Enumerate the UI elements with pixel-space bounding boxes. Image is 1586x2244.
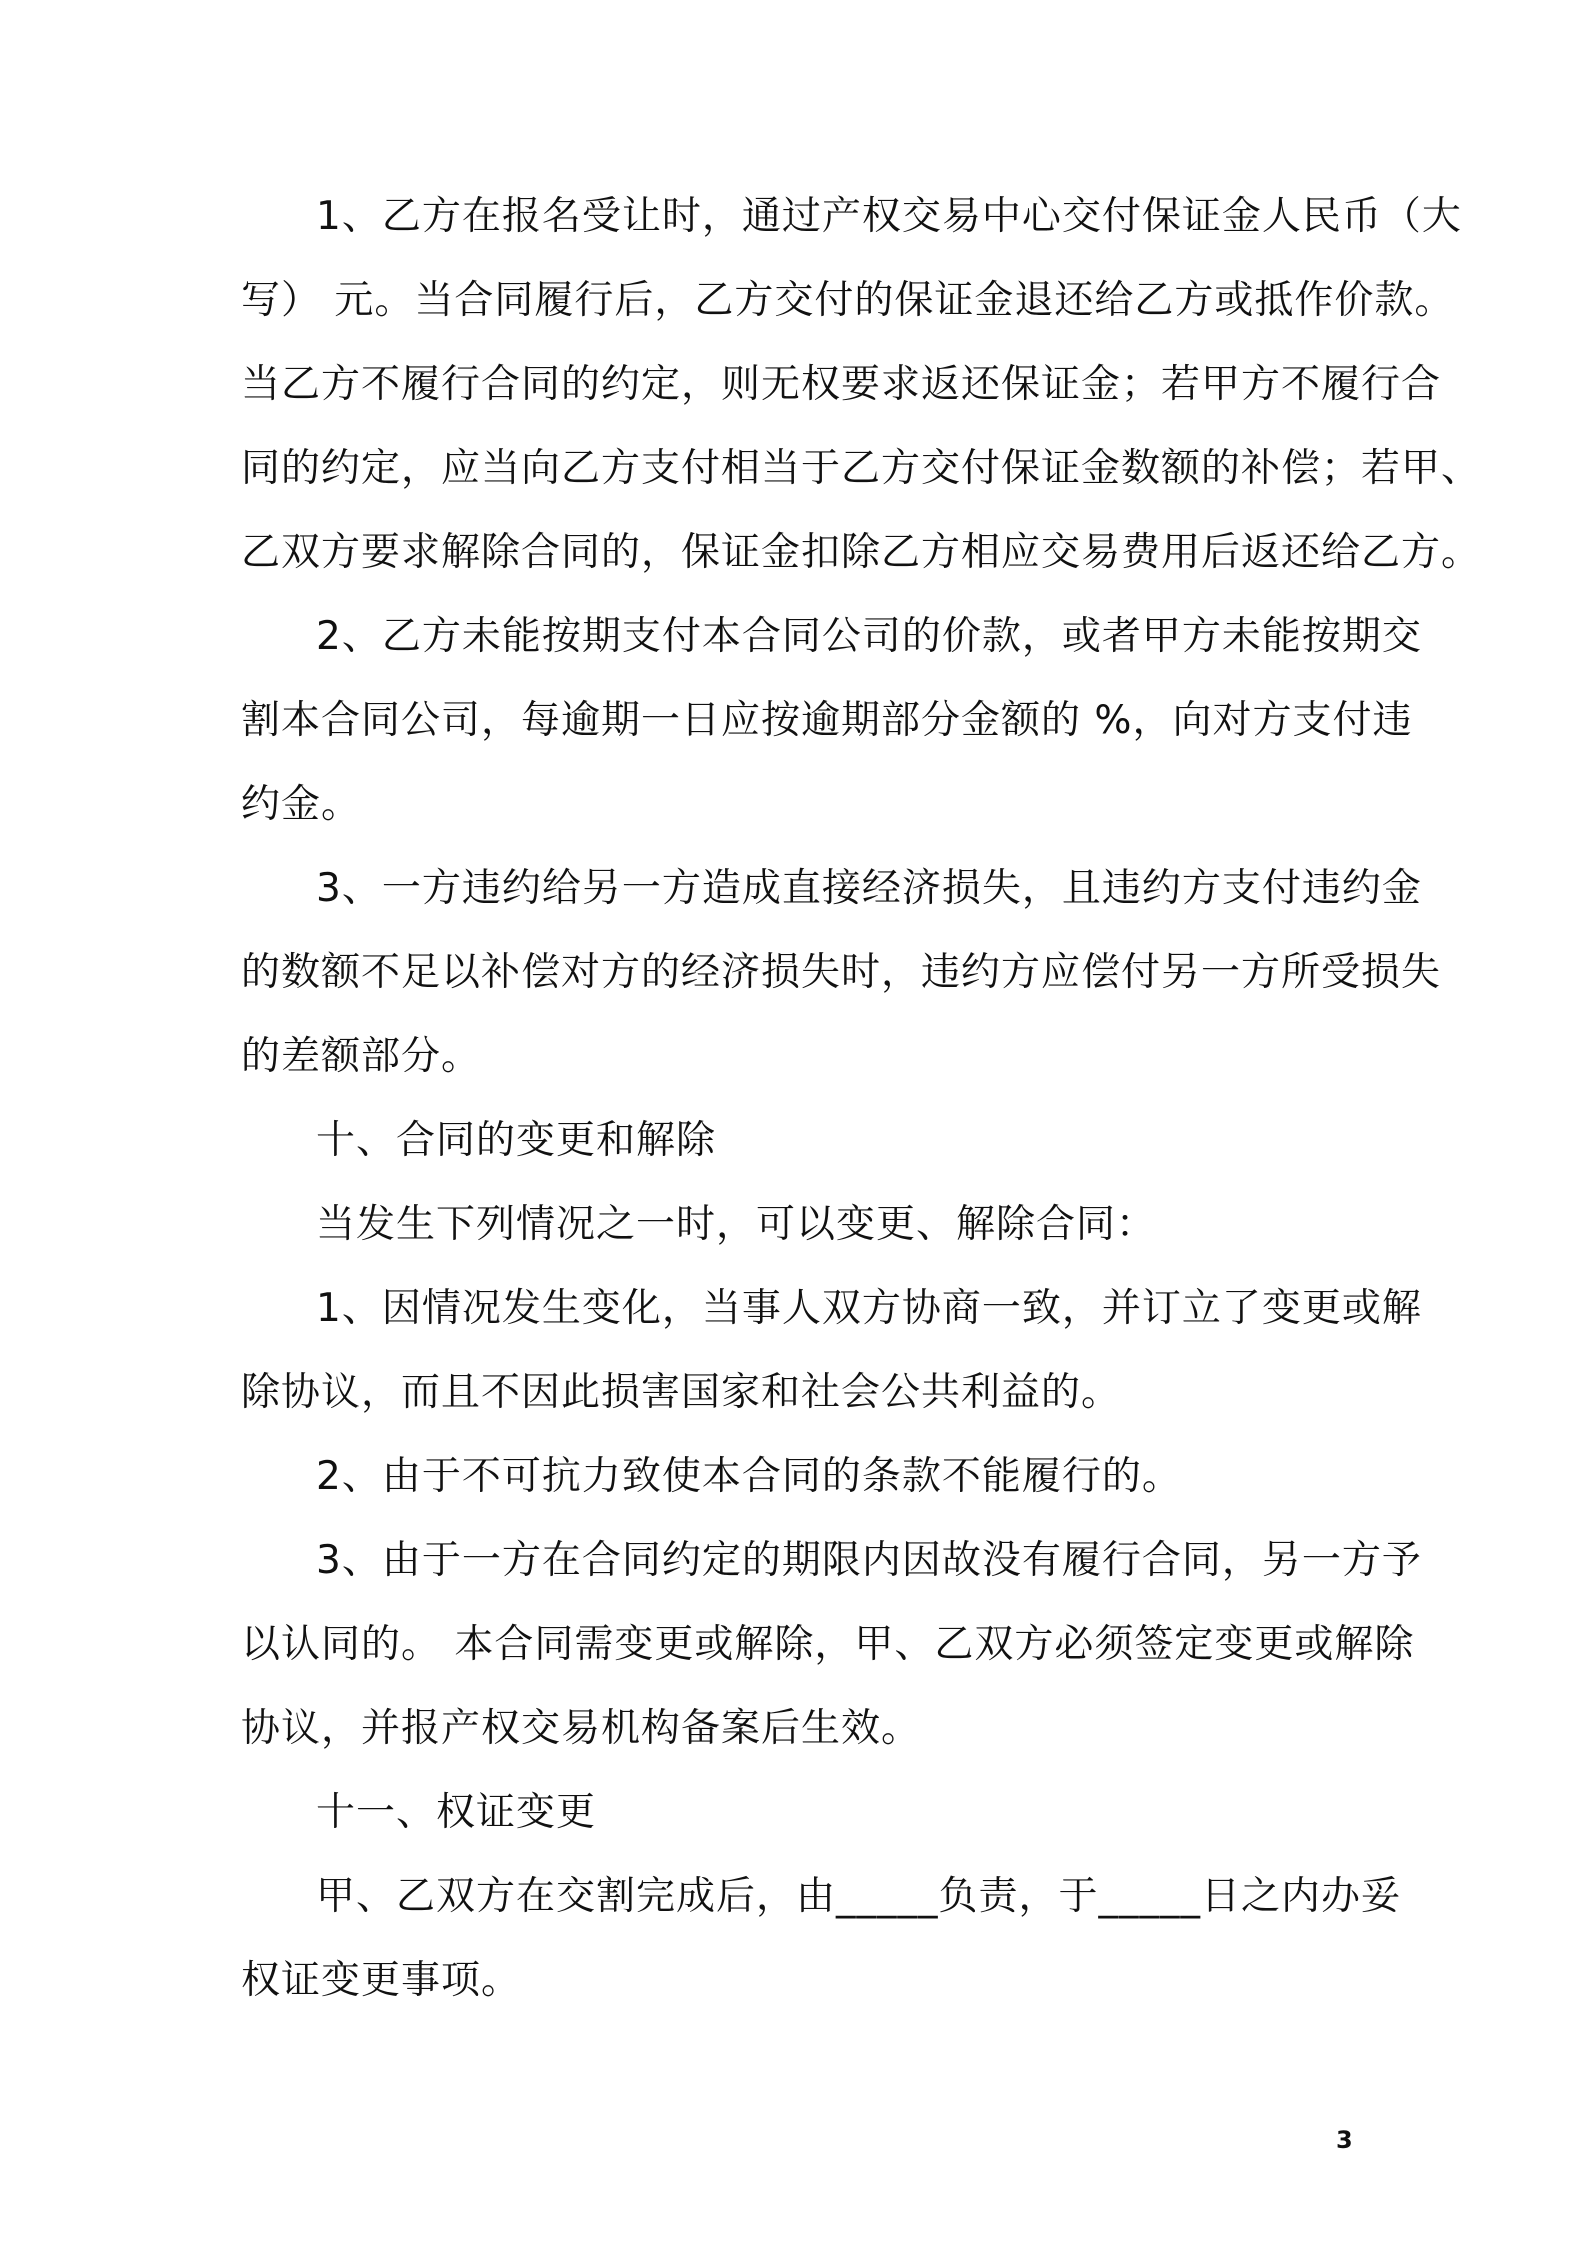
text-line: 1、乙方在报名受让时，通过产权交易中心交付保证金人民币（大: [316, 194, 1462, 239]
text-line: 1、因情况发生变化，当事人双方协商一致，并订立了变更或解: [316, 1286, 1422, 1331]
text-line: 协议，并报产权交易机构备案后生效。: [241, 1706, 922, 1751]
section-heading: 十一、权证变更: [316, 1790, 597, 1835]
page-number: 3: [1336, 2126, 1353, 2154]
text-line: 2、乙方未能按期支付本合同公司的价款，或者甲方未能按期交: [316, 614, 1422, 659]
text-line: 3、一方违约给另一方造成直接经济损失，且违约方支付违约金: [316, 866, 1422, 911]
text-line: 当乙方不履行合同的约定，则无权要求返还保证金；若甲方不履行合: [241, 362, 1442, 407]
text-line: 的数额不足以补偿对方的经济损失时，违约方应偿付另一方所受损失: [241, 950, 1442, 995]
text-line: 除协议，而且不因此损害国家和社会公共利益的。: [241, 1370, 1122, 1415]
text-line: 同的约定，应当向乙方支付相当于乙方交付保证金数额的补偿；若甲、: [241, 446, 1482, 491]
text-line: 乙双方要求解除合同的，保证金扣除乙方相应交易费用后返还给乙方。: [241, 530, 1482, 575]
text-line: 甲、乙双方在交割完成后，由_____负责，于_____日之内办妥: [316, 1874, 1402, 1919]
text-line: 写） 元。当合同履行后，乙方交付的保证金退还给乙方或抵作价款。: [241, 278, 1455, 323]
text-line: 2、由于不可抗力致使本合同的条款不能履行的。: [316, 1454, 1182, 1499]
text-line: 约金。: [241, 782, 362, 827]
text-line: 权证变更事项。: [241, 1958, 522, 2003]
text-line: 当发生下列情况之一时，可以变更、解除合同：: [316, 1202, 1157, 1247]
text-line: 3、由于一方在合同约定的期限内因故没有履行合同，另一方予: [316, 1538, 1422, 1583]
text-line: 的差额部分。: [241, 1034, 482, 1079]
text-line: 割本合同公司，每逾期一日应按逾期部分金额的 %，向对方支付违: [241, 698, 1413, 743]
section-heading: 十、合同的变更和解除: [316, 1118, 717, 1163]
text-line: 以认同的。 本合同需变更或解除，甲、乙双方必须签定变更或解除: [241, 1622, 1415, 1667]
